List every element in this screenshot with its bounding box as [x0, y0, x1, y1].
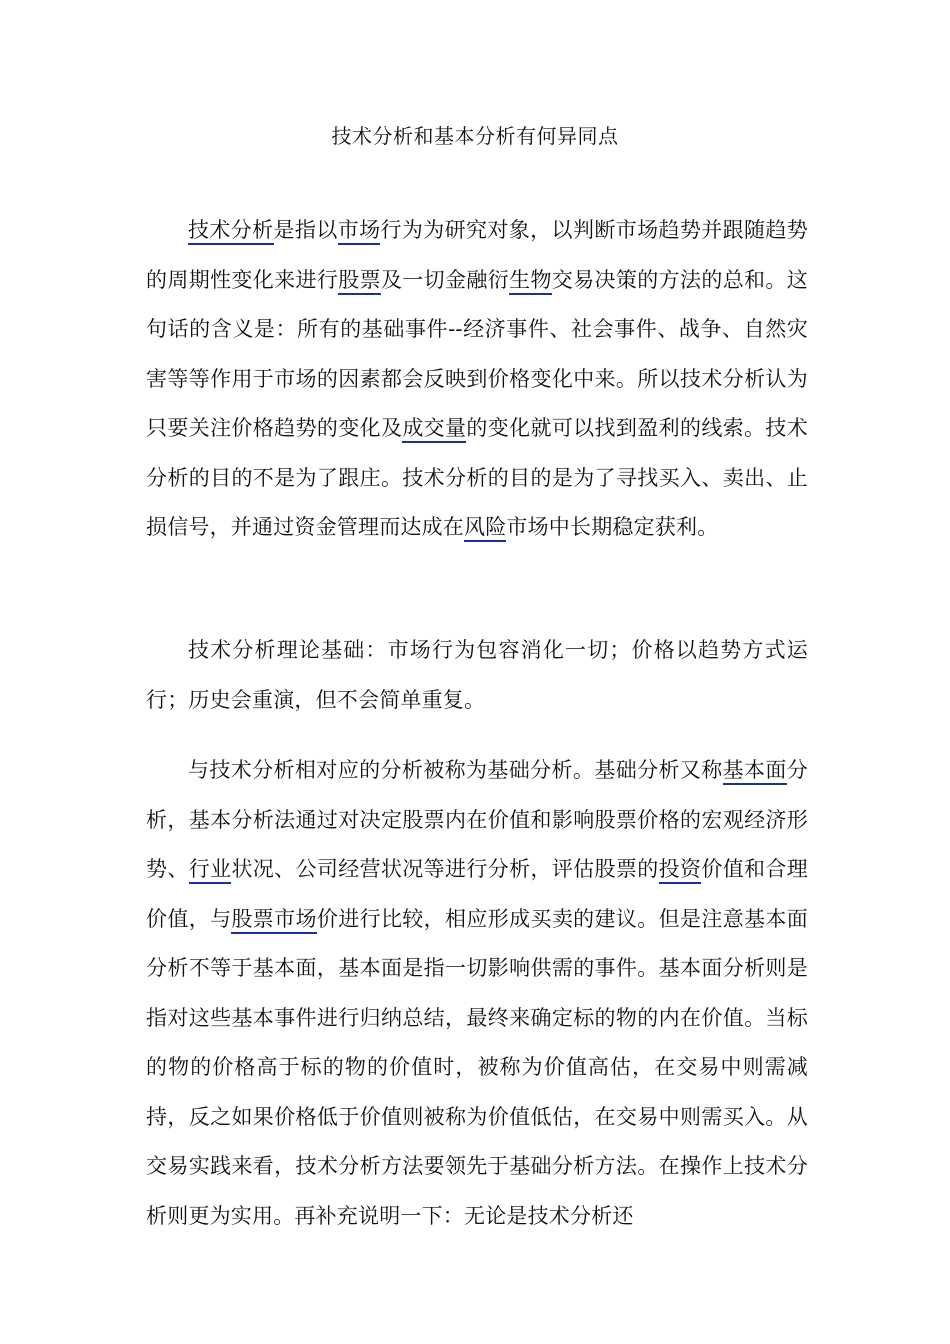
- paragraph-text: 市场中长期稳定获利。: [506, 515, 719, 539]
- hyperlink[interactable]: 行业: [189, 857, 232, 884]
- hyperlink[interactable]: 股票市场: [231, 907, 316, 934]
- paragraph-text: 价值和合理价值，与: [146, 857, 808, 931]
- hyperlink[interactable]: 生物: [509, 268, 552, 295]
- paragraph-text: 与技术分析相对应的分析被称为基础分析。基础分析又称: [188, 758, 723, 782]
- hyperlink[interactable]: 成交量: [402, 416, 466, 443]
- hyperlink[interactable]: 股票: [338, 268, 381, 295]
- paragraph-technical-analysis: [146, 206, 808, 553]
- paragraph-theory-basis: [146, 626, 808, 725]
- paragraph-text: 及一切金融衍: [380, 267, 510, 292]
- hyperlink[interactable]: 风险: [464, 515, 506, 542]
- paragraph-text: 状况、公司经营状况等进行分析，评估股票的: [231, 857, 659, 881]
- paragraph-text: 技术分析理论基础：市场行为包容消化一切；价格以趋势方式运行；历史会重演，但不会简单重复。: [146, 638, 808, 712]
- hyperlink[interactable]: 市场: [338, 218, 381, 245]
- paragraph-text: 行为为研究对象，以判断市场趋势并跟随趋势的周期性变化来进行: [146, 218, 808, 292]
- paragraph-fundamental-analysis: [146, 746, 808, 1241]
- hyperlink[interactable]: 技术分析: [188, 218, 274, 245]
- paragraph-text: 是指以: [273, 218, 338, 242]
- paragraph-text: 价进行比较，相应形成买卖的建议。但是注意基本面分析不等于基本面，基本面是指一切影响供需的事件。基本面分析则是指对这些基本事件进行归纳总结，最终来确定标的物的内在价值。当标的物的价格高于标的物的价值时，被称为价值高估，在交易中则需减持，反之如果价格低于价值则被称为价值低估，在交易中则需买入。从交易实践来看，技术分析方法要领先于基础分析方法。在操作上技术分析则更为实用。再补充说明一下：无论是技术分析还: [146, 906, 808, 1228]
- hyperlink[interactable]: 投资: [659, 857, 702, 884]
- paragraph-text: 分析，基本分析法通过对决定股票内在价值和影响股票价格的宏观经济形势、: [146, 758, 808, 881]
- document-title: 技术分析和基本分析有何异同点: [331, 124, 619, 148]
- hyperlink[interactable]: 基本面: [723, 758, 787, 785]
- paragraph-text: 交易决策的方法的总和。这句话的含义是：所有的基础事件--经济事件、社会事件、战争、自然灾害等等作用于市场的因素都会反映到价格变化中来。所以技术分析认为只要关注价格趋势的变化及: [146, 267, 808, 440]
- paragraph-text: 的变化就可以找到盈利的线索。技术分析的目的不是为了跟庄。技术分析的目的是为了寻找买入、卖出、止损信号，并通过资金管理而达成在: [146, 416, 808, 539]
